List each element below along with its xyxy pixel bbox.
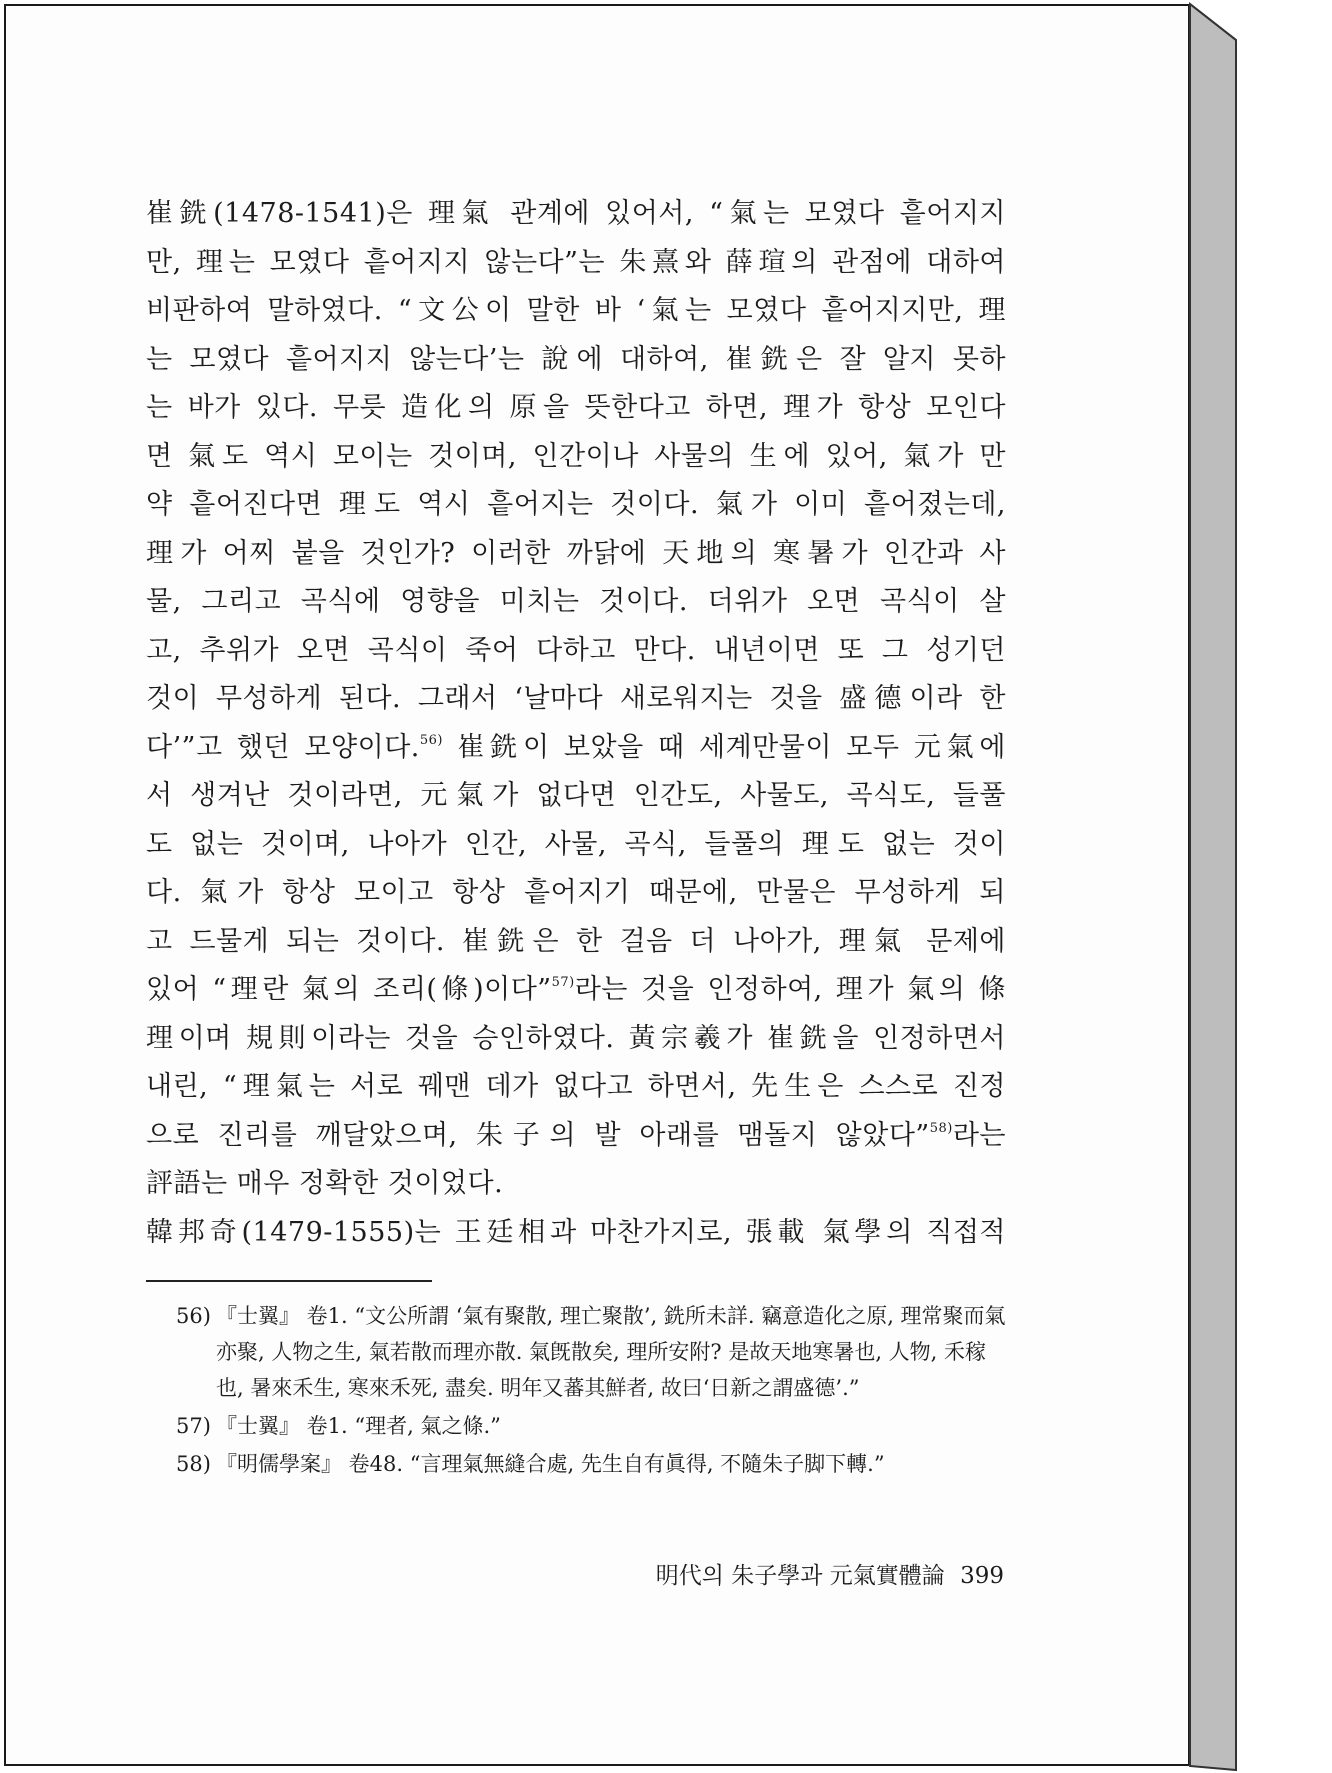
text-run: 라는 (952, 1119, 1006, 1151)
text-line: 약 흩어진다면 理도 역시 흩어지는 것이다. 氣가 이미 흩어졌는데, (146, 489, 1006, 520)
footnote-57 (176, 1408, 1006, 1444)
text-run: 崔銑이 보았을 때 세계만물이 모두 元氣에 (443, 731, 1006, 763)
text-line: 理가 어찌 붙을 것인가? 이러한 까닭에 天地의 寒暑가 인간과 사 (146, 537, 1006, 569)
footnote-text: 『士翼』 卷1. “文公所謂 ‘氣有聚散, 理亡聚散’, 銑所未詳. 竊意造化之原, 理常聚而氣亦聚, 人物之生, 氣若散而理亦散. 氣旣散矣, 理所安附? 是故天地寒暑也, 人物, 禾稼也, 暑來禾生, 寒來禾死, 盡矣. 明年又蕃其鮮者, 故曰‘日新之謂盛德’.” (216, 1304, 1006, 1400)
footnote-number: 58) (176, 1452, 211, 1476)
footnote-text: 『明儒學案』 卷48. “言理氣無縫合處, 先生自有眞得, 不隨朱子脚下轉.” (216, 1452, 885, 1476)
footnote-ref-56[interactable]: 56) (419, 732, 443, 748)
footnote-56 (176, 1298, 1006, 1406)
running-footer (656, 1557, 1004, 1590)
text-line: 評語는 매우 정확한 것이었다. (146, 1168, 504, 1199)
text-line: 는 모였다 흩어지지 않는다’는 說에 대하여, 崔銑은 잘 알지 못하 (146, 343, 1006, 375)
text-line: 는 바가 있다. 무릇 造化의 原을 뜻한다고 하면, 理가 항상 모인다 (146, 392, 1006, 423)
footnote-ref-57[interactable]: 57) (551, 975, 575, 990)
text-line (146, 1112, 1006, 1161)
text-run: 으로 진리를 깨달았으며, 朱子의 발 아래를 맴돌지 않았다” (146, 1119, 930, 1151)
text-line: 도 없는 것이며, 나아가 인간, 사물, 곡식, 들풀의 理도 없는 것이 (146, 828, 1006, 860)
text-line: 것이 무성하게 된다. 그래서 ‘날마다 새로워지는 것을 盛德이라 한 (146, 683, 1006, 714)
page-number: 399 (960, 1563, 1004, 1589)
text-line: 비판하여 말하였다. “文公이 말한 바 ‘氣는 모였다 흩어지지만, 理 (146, 295, 1006, 326)
main-text (146, 190, 1006, 1257)
text-line: 내린, “理氣는 서로 꿰맨 데가 없다고 하면서, 先生은 스스로 진정 (146, 1071, 1006, 1102)
text-line: 고 드물게 되는 것이다. 崔銑은 한 걸음 더 나아가, 理氣 문제에 (146, 925, 1006, 957)
text-line: 면 氣도 역시 모이는 것이며, 인간이나 사물의 生에 있어, 氣가 만 (146, 440, 1006, 472)
footnote-number: 56) (176, 1304, 211, 1328)
text-line: 다. 氣가 항상 모이고 항상 흩어지기 때문에, 만물은 무성하게 되 (146, 877, 1006, 908)
text-line (146, 724, 1006, 773)
text-line: 물, 그리고 곡식에 영향을 미치는 것이다. 더위가 오면 곡식이 살 (146, 586, 1006, 617)
text-line: 理이며 規則이라는 것을 승인하였다. 黃宗羲가 崔銑을 인정하면서 (146, 1022, 1006, 1054)
text-line: 崔銑(1478-1541)은 理氣 관계에 있어서, “氣는 모였다 흩어지지 (146, 198, 1006, 229)
text-run: 라는 것을 인정하여, 理가 氣의 條 (574, 974, 1006, 1005)
footnote-ref-58[interactable]: 58) (929, 1120, 953, 1136)
footnotes (176, 1298, 1006, 1484)
footnote-separator (146, 1280, 432, 1282)
text-run: 다’”고 했던 모양이다. (146, 731, 420, 763)
text-run: 있어 “理란 氣의 조리(條)이다” (146, 974, 552, 1005)
footnote-number: 57) (176, 1414, 211, 1438)
body-paragraph (146, 190, 1006, 1257)
text-line: 만, 理는 모였다 흩어지지 않는다”는 朱熹와 薛瑄의 관점에 대하여 (146, 246, 1006, 278)
footnote-58 (176, 1446, 1006, 1482)
footnote-text: 『士翼』 卷1. “理者, 氣之條.” (216, 1414, 501, 1438)
text-line: 韓邦奇(1479-1555)는 王廷相과 마찬가지로, 張載 氣學의 직접적 (146, 1216, 1006, 1248)
text-line: 고, 추위가 오면 곡식이 죽어 다하고 만다. 내년이면 또 그 성기던 (146, 634, 1006, 666)
text-line (146, 966, 1006, 1015)
text-line: 서 생겨난 것이라면, 元氣가 없다면 인간도, 사물도, 곡식도, 들풀 (146, 780, 1007, 811)
running-title: 明代의 朱子學과 元氣實體論 (655, 1563, 945, 1589)
